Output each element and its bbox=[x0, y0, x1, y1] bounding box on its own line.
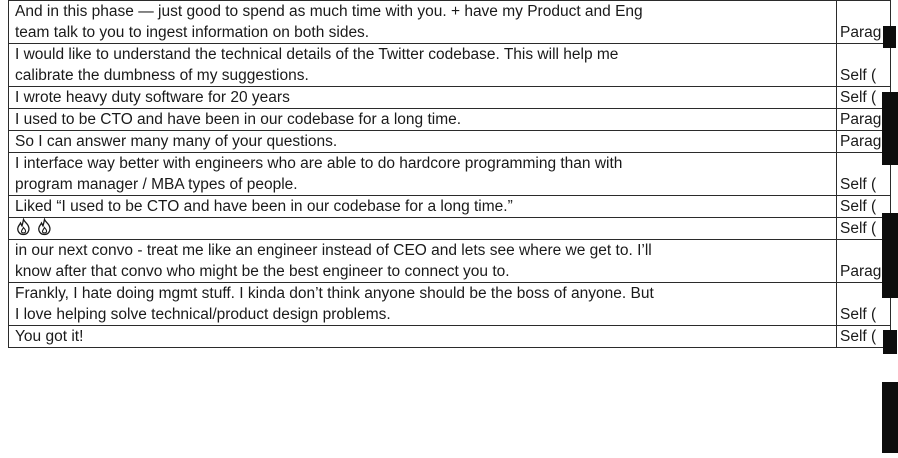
message-text-cell bbox=[9, 240, 837, 283]
sender-cell: Self ( bbox=[837, 283, 891, 326]
sender-cell: Parag bbox=[837, 1, 891, 44]
message-row bbox=[9, 87, 891, 109]
message-row bbox=[9, 283, 891, 326]
sender-cell: Self ( bbox=[837, 218, 891, 240]
message-text-cell bbox=[9, 44, 837, 87]
message-line: team talk to you to ingest information on both sides. bbox=[15, 24, 370, 41]
fire-icon bbox=[36, 218, 53, 236]
message-line: program manager / MBA types of people. bbox=[15, 176, 298, 193]
message-row bbox=[9, 1, 891, 44]
redaction-bar bbox=[882, 213, 898, 298]
message-row bbox=[9, 218, 891, 240]
redaction-bar bbox=[882, 382, 898, 453]
sender-cell: Parag bbox=[837, 131, 891, 153]
sender-cell: Self ( bbox=[837, 326, 891, 348]
sender-cell: Self ( bbox=[837, 196, 891, 218]
message-text-cell bbox=[9, 218, 837, 240]
message-text-cell bbox=[9, 326, 837, 348]
redaction-bar bbox=[883, 330, 897, 354]
message-line: I love helping solve technical/product design problems. bbox=[15, 306, 391, 323]
redaction-bar bbox=[882, 92, 898, 165]
sender-cell: Self ( bbox=[837, 153, 891, 196]
message-text-cell bbox=[9, 153, 837, 196]
message-line: You got it! bbox=[15, 328, 84, 345]
message-line: know after that convo who might be the best engineer to connect you to. bbox=[15, 263, 510, 280]
message-line: in our next convo - treat me like an engineer instead of CEO and lets see where we get to. I’ll bbox=[15, 242, 652, 259]
redaction-bar bbox=[883, 26, 896, 48]
message-line: I used to be CTO and have been in our codebase for a long time. bbox=[15, 111, 462, 128]
message-line: I would like to understand the technical details of the Twitter codebase. This will help me bbox=[15, 46, 619, 63]
message-line: calibrate the dumbness of my suggestions. bbox=[15, 67, 309, 84]
message-row bbox=[9, 196, 891, 218]
message-text-cell bbox=[9, 196, 837, 218]
sender-cell: Parag bbox=[837, 240, 891, 283]
message-line: Frankly, I hate doing mgmt stuff. I kinda don’t think anyone should be the boss of anyone. But bbox=[15, 285, 654, 302]
message-row bbox=[9, 326, 891, 348]
sender-cell: Self ( bbox=[837, 44, 891, 87]
message-row bbox=[9, 153, 891, 196]
message-text-cell bbox=[9, 109, 837, 131]
message-row bbox=[9, 109, 891, 131]
message-row bbox=[9, 131, 891, 153]
message-row bbox=[9, 240, 891, 283]
message-line bbox=[15, 218, 836, 239]
message-text-cell bbox=[9, 283, 837, 326]
message-row bbox=[9, 44, 891, 87]
sender-cell: Parag bbox=[837, 109, 891, 131]
message-line: I wrote heavy duty software for 20 years bbox=[15, 89, 290, 106]
message-table bbox=[8, 0, 891, 348]
message-line: And in this phase — just good to spend as much time with you. + have my Product and Eng bbox=[15, 3, 643, 20]
message-text-cell bbox=[9, 131, 837, 153]
message-line: I interface way better with engineers who are able to do hardcore programming than with bbox=[15, 155, 623, 172]
fire-icon bbox=[15, 218, 32, 236]
message-text-cell bbox=[9, 87, 837, 109]
message-line: So I can answer many many of your questions. bbox=[15, 133, 338, 150]
message-text-cell bbox=[9, 1, 837, 44]
message-line: Liked “I used to be CTO and have been in our codebase for a long time.” bbox=[15, 198, 513, 215]
sender-cell: Self ( bbox=[837, 87, 891, 109]
